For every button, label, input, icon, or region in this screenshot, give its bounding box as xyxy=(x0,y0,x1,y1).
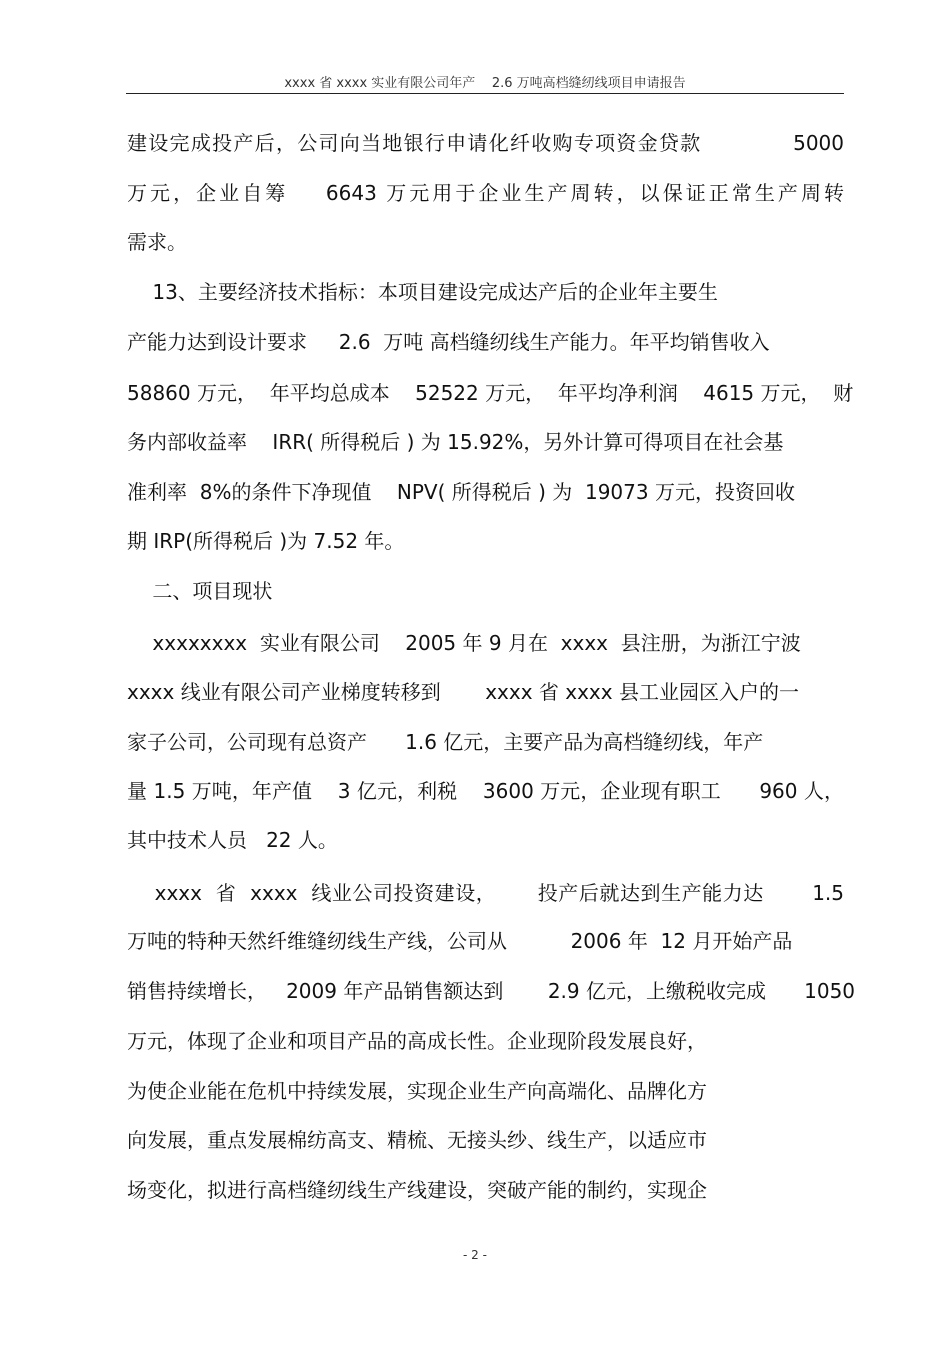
body-line: 58860 万元， 年平均总成本 52522 万元， 年平均净利润 4615 万元， 财 xyxy=(127,381,854,405)
body-line: 销售持续增长， 2009 年产品销售额达到 2.9 亿元，上缴税收完成 1050 xyxy=(127,979,856,1003)
body-line: 万吨的特种天然纤维缝纫线生产线，公司从 2006 年 12 月开始产品 xyxy=(127,929,793,953)
header-divider xyxy=(126,93,844,94)
body-line: 准利率 8%的条件下净现值 NPV( 所得税后 ) 为 19073 万元，投资回收 xyxy=(127,480,795,504)
body-line: xxxxxxxx 实业有限公司 2005 年 9 月在 xxxx 县注册，为浙江宁波 xyxy=(127,631,801,655)
running-header: xxxx 省 xxxx 实业有限公司年产 2.6 万吨高档缝纫线项目申请报告 xyxy=(284,76,686,91)
body-line: 期 IRP(所得税后 )为 7.52 年。 xyxy=(127,529,405,553)
body-line: 量 1.5 万吨，年产值 3 亿元，利税 3600 万元，企业现有职工 960 人， xyxy=(127,779,844,803)
section-heading: 二、项目现状 xyxy=(127,579,273,603)
body-line: 万元，企业自筹 6643 万元用于企业生产周转，以保证正常生产周转 xyxy=(127,181,844,205)
body-line: xxxx 线业有限公司产业梯度转移到 xxxx 省 xxxx 县工业园区入户的一 xyxy=(127,680,799,704)
body-line: 为使企业能在危机中持续发展，实现企业生产向高端化、品牌化方 xyxy=(127,1079,707,1103)
body-line: 其中技术人员 22 人。 xyxy=(127,828,338,852)
body-line: xxxx 省 xxxx 线业公司投资建设， 投产后就达到生产能力达 1.5 xyxy=(127,881,844,905)
page-number: - 2 - xyxy=(463,1248,487,1262)
body-line: 场变化，拟进行高档缝纫线生产线建设，突破产能的制约，实现企 xyxy=(127,1178,707,1202)
body-line: 13、主要经济技术指标：本项目建设完成达产后的企业年主要生 xyxy=(127,280,718,304)
body-line: 向发展，重点发展棉纺高支、精梳、无接头纱、线生产，以适应市 xyxy=(127,1128,707,1152)
body-line: 需求。 xyxy=(127,230,187,254)
body-line: 家子公司，公司现有总资产 1.6 亿元，主要产品为高档缝纫线，年产 xyxy=(127,730,764,754)
body-line: 务内部收益率 IRR( 所得税后 ) 为 15.92%，另外计算可得项目在社会基 xyxy=(127,430,784,454)
body-line: 万元，体现了企业和项目产品的高成长性。企业现阶段发展良好， xyxy=(127,1029,707,1053)
body-line: 产能力达到设计要求 2.6 万吨 高档缝纫线生产能力。年平均销售收入 xyxy=(127,330,770,354)
body-line: 建设完成投产后，公司向当地银行申请化纤收购专项资金贷款 5000 xyxy=(127,131,844,155)
